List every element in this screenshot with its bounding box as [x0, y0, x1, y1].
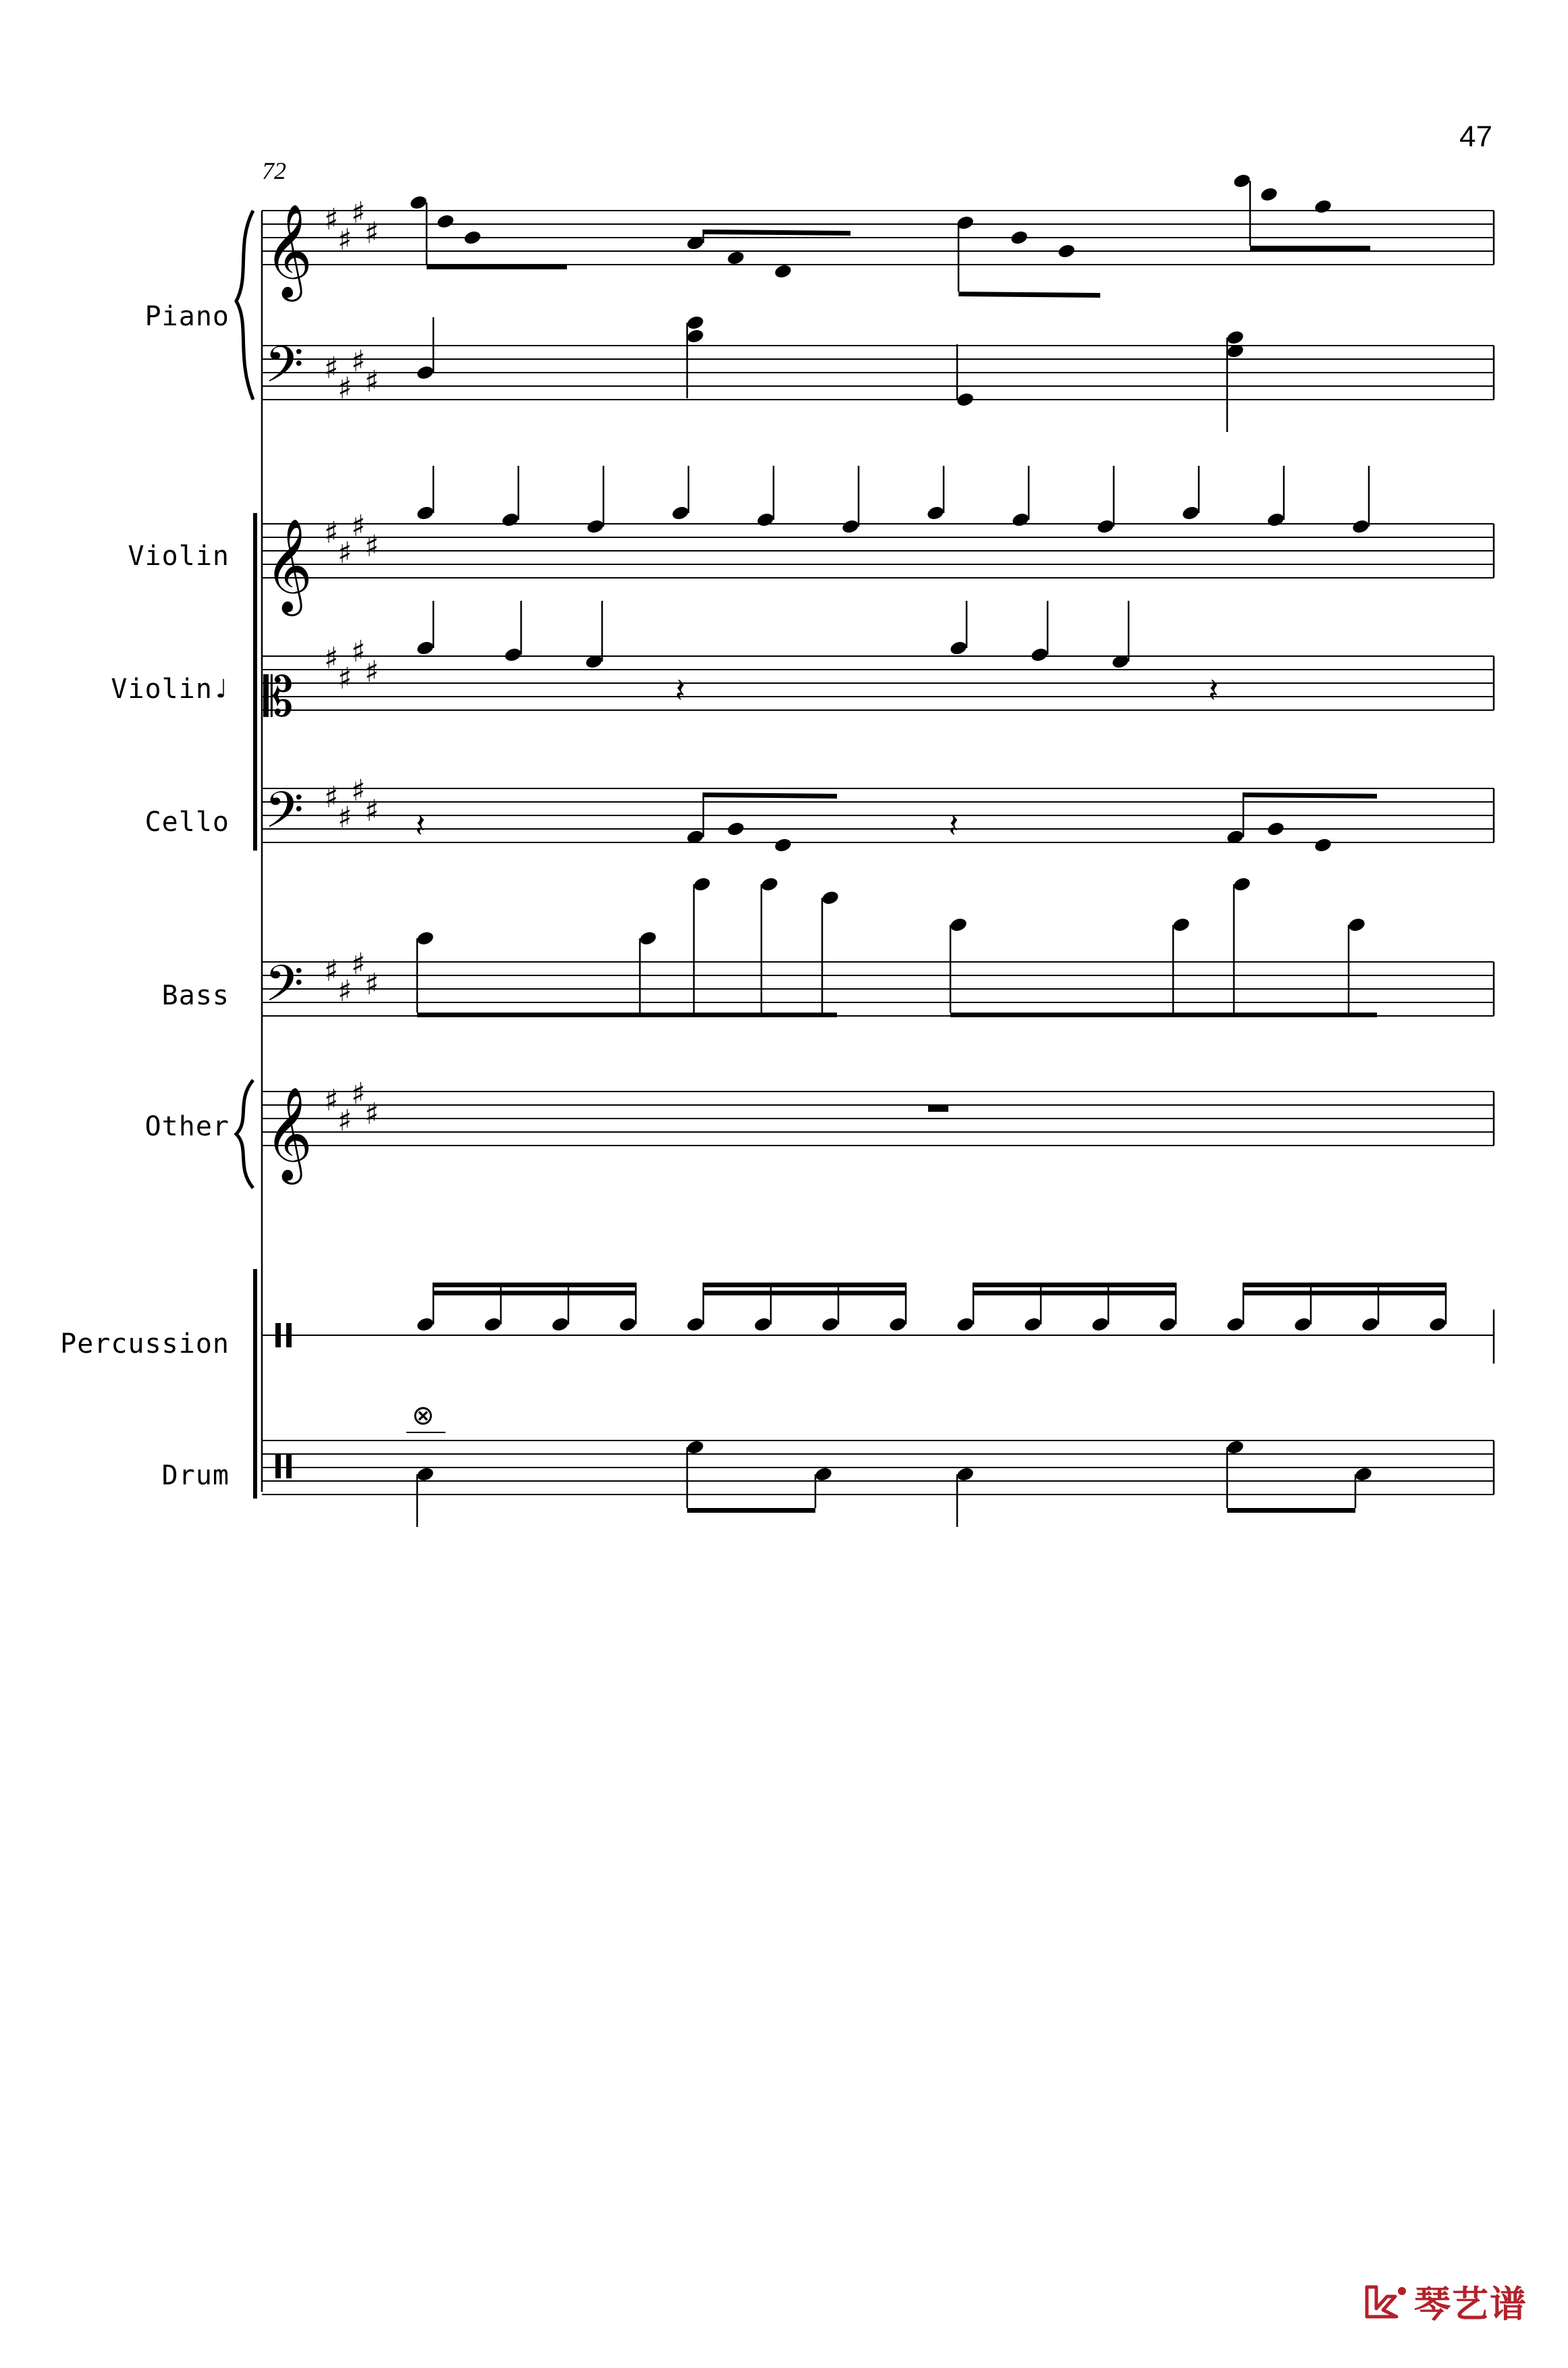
violin-note [416, 505, 435, 521]
drum-beam [1227, 1508, 1355, 1513]
violin2-note [416, 640, 435, 656]
drum-beam [687, 1508, 815, 1513]
violin-note [756, 512, 775, 528]
violin-note [501, 512, 520, 528]
violin-note [1351, 518, 1370, 535]
rest-icon: 𝄽 [1208, 671, 1219, 710]
bass-note [1172, 917, 1191, 933]
cello-note [1266, 821, 1285, 837]
rest-icon: 𝄽 [415, 806, 426, 845]
label-violin-2: Violin♩ [111, 674, 229, 705]
label-percussion: Percussion [60, 1328, 229, 1360]
violin2-note [504, 647, 522, 663]
measure-number: 72 [262, 157, 286, 184]
bass-note [949, 917, 968, 933]
drum-note [1354, 1466, 1373, 1482]
violin2-note [1030, 647, 1049, 663]
key-sharp-icon: ♯ [337, 223, 352, 257]
key-sharp-icon: ♯ [351, 509, 366, 543]
piano-beam [1250, 246, 1370, 250]
drum-note [814, 1466, 833, 1482]
bass-note [693, 876, 711, 892]
bass-note [416, 930, 435, 946]
key-sharp-icon: ♯ [337, 1104, 352, 1138]
drum-clef-icon [286, 1454, 292, 1478]
drum-note [1226, 1439, 1245, 1455]
bass-clef-icon: 𝄢 [265, 335, 304, 406]
key-sharp-icon: ♯ [364, 529, 379, 564]
cymbal-note-icon: ⊗ [412, 1400, 435, 1431]
piano-bass-note [686, 328, 705, 344]
violin-note [841, 518, 860, 535]
bass-beam [950, 1013, 1377, 1017]
piano-note [726, 250, 745, 266]
rest-icon: 𝄽 [948, 806, 959, 845]
key-sharp-icon: ♯ [364, 655, 379, 689]
key-sharp-icon: ♯ [324, 1083, 339, 1118]
cello-beam [1243, 792, 1377, 799]
key-sharp-icon: ♯ [324, 351, 339, 385]
key-sharp-icon: ♯ [364, 794, 379, 828]
violin-note [586, 518, 605, 535]
key-sharp-icon: ♯ [324, 954, 339, 988]
percussion-beam [433, 1283, 636, 1287]
piano-brace-icon [236, 211, 253, 400]
label-bass: Bass [161, 980, 229, 1011]
key-sharp-icon: ♯ [337, 371, 352, 406]
piano-note [1233, 173, 1251, 189]
percussion-note [753, 1316, 772, 1333]
piano-note [463, 230, 482, 246]
percussion-note [956, 1316, 975, 1333]
piano-bass-note [686, 315, 705, 331]
percussion-clef-icon [275, 1323, 281, 1347]
treble-clef-icon: 𝄞 [265, 1087, 313, 1181]
violin-note [1181, 505, 1200, 521]
percussion-note [1091, 1316, 1110, 1333]
percussion-note [416, 1316, 435, 1333]
label-drum: Drum [161, 1460, 229, 1491]
watermark-text: 琴艺谱 [1414, 2283, 1528, 2325]
violin-note [671, 505, 690, 521]
percussion-note [686, 1316, 705, 1333]
key-sharp-icon: ♯ [364, 216, 379, 250]
percussion-beam [433, 1291, 636, 1295]
bass-note [639, 930, 657, 946]
key-sharp-icon: ♯ [324, 780, 339, 815]
key-sharp-icon: ♯ [337, 662, 352, 696]
percussion-note [1023, 1316, 1042, 1333]
key-sharp-icon: ♯ [351, 1077, 366, 1111]
percussion-note [551, 1316, 570, 1333]
percussion-note [618, 1316, 637, 1333]
key-sharp-icon: ♯ [337, 536, 352, 570]
piano-beam [427, 265, 567, 269]
percussion-beam [1243, 1283, 1446, 1287]
piano-beam [958, 292, 1100, 298]
qinyipu-logo-icon [1363, 2282, 1410, 2322]
percussion-beam [703, 1283, 906, 1287]
percussion-note [1428, 1316, 1447, 1333]
cello-note [774, 837, 792, 853]
piano-note [1314, 198, 1332, 215]
piano-note [436, 213, 455, 230]
percussion-note [483, 1316, 502, 1333]
violin-note [1266, 512, 1285, 528]
key-sharp-icon: ♯ [351, 774, 366, 808]
drum-note [686, 1439, 705, 1455]
cello-beam [703, 792, 837, 799]
percussion-note [1158, 1316, 1177, 1333]
bass-note [821, 890, 840, 906]
label-piano: Piano [144, 301, 229, 332]
violin2-note [949, 640, 968, 656]
percussion-beam [1243, 1291, 1446, 1295]
percussion-note [1361, 1316, 1380, 1333]
piano-note [409, 194, 428, 211]
bass-note [1233, 876, 1251, 892]
watermark-logo [1363, 2276, 1528, 2327]
alto-clef-icon: 𝄡 [263, 666, 294, 728]
cello-note [1314, 837, 1332, 853]
bass-clef-icon: 𝄢 [265, 954, 304, 1025]
key-sharp-icon: ♯ [337, 801, 352, 835]
percussion-note [1293, 1316, 1312, 1333]
piano-note [774, 263, 792, 279]
drum-note [956, 1466, 975, 1482]
treble-clef-icon: 𝄞 [265, 518, 313, 612]
percussion-note [821, 1316, 840, 1333]
rest-icon: 𝄽 [675, 671, 686, 710]
key-sharp-icon: ♯ [351, 947, 366, 981]
percussion-beam [973, 1291, 1176, 1295]
key-sharp-icon: ♯ [351, 196, 366, 230]
treble-clef-icon: 𝄞 [265, 204, 313, 298]
key-sharp-icon: ♯ [364, 967, 379, 1002]
violin-note [1096, 518, 1115, 535]
piano-bass-note [1226, 329, 1245, 346]
piano-beam [703, 230, 850, 236]
bass-note [1347, 917, 1366, 933]
drum-note [416, 1466, 435, 1482]
percussion-clef-icon [286, 1323, 292, 1347]
key-sharp-icon: ♯ [351, 344, 366, 379]
bass-clef-icon: 𝄢 [265, 781, 304, 852]
other-brace-icon [236, 1080, 253, 1188]
key-sharp-icon: ♯ [324, 516, 339, 550]
piano-note [1010, 230, 1029, 246]
violin-note [926, 505, 945, 521]
key-sharp-icon: ♯ [364, 1097, 379, 1131]
piano-note [1057, 243, 1076, 259]
percussion-beam [703, 1291, 906, 1295]
piano-bass-note [416, 365, 435, 381]
percussion-note [1226, 1316, 1245, 1333]
violin-note [1011, 512, 1030, 528]
piano-note [1260, 186, 1278, 203]
label-other: Other [144, 1111, 229, 1142]
key-sharp-icon: ♯ [364, 365, 379, 399]
bass-note [760, 876, 779, 892]
key-sharp-icon: ♯ [351, 635, 366, 669]
key-sharp-icon: ♯ [324, 641, 339, 676]
page-number: 47 [1459, 120, 1492, 153]
key-sharp-icon: ♯ [324, 203, 339, 237]
bass-beam [417, 1013, 837, 1017]
label-cello: Cello [144, 807, 229, 838]
percussion-beam [973, 1283, 1176, 1287]
percussion-note [888, 1316, 907, 1333]
piano-bass-note [956, 392, 975, 408]
key-sharp-icon: ♯ [337, 974, 352, 1008]
drum-clef-icon [275, 1454, 281, 1478]
label-violin: Violin [128, 541, 229, 572]
cello-note [726, 821, 745, 837]
whole-rest-icon [928, 1105, 948, 1112]
